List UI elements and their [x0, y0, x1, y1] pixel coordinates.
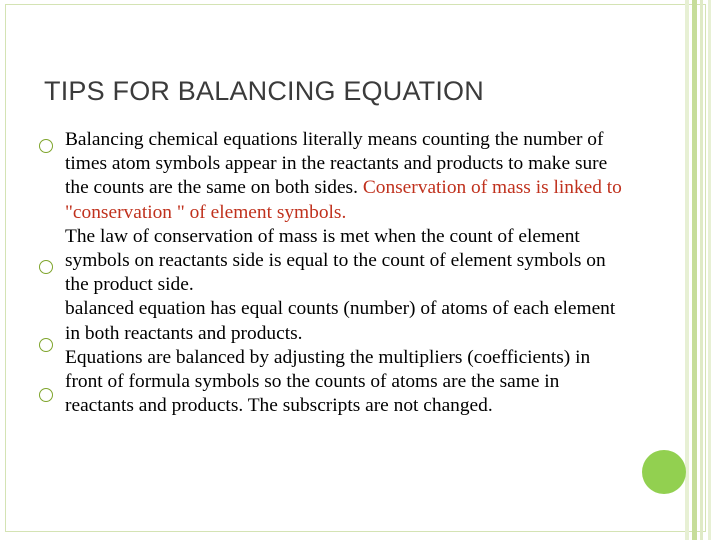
bullet-circle-icon: [39, 139, 53, 153]
bullet-text: Balancing chemical equations literally means counting the number of times atom symbols appear in the reactants and products to make sure the counts are the same on both sides.: [65, 129, 608, 199]
bullet-text: The law of conservation of mass is met when the count of element symbols on reactants side is equal to the count of element symbols on the product side.: [65, 225, 606, 296]
bullet-circle-icon: [39, 338, 53, 352]
bullet-text: Equations are balanced by adjusting the multipliers (coefficients) in front of formula symbols so the counts of atoms are the same in reactants and products. The subscripts are not changed.: [65, 346, 591, 417]
bullet-list: [65, 128, 625, 418]
decor-stripe-light: [685, 0, 689, 540]
bullet-highlight-text: Conservation of mass is linked to "conservation " of element symbols.: [65, 177, 622, 223]
bullet-item: [65, 225, 625, 298]
decorative-green-dot: [642, 450, 686, 494]
bullet-item: [65, 297, 625, 345]
decor-stripe-pale: [700, 0, 703, 540]
bullet-text: balanced equation has equal counts (number) of atoms of each element in both reactants and products.: [65, 298, 616, 344]
decor-stripe-light-2: [708, 0, 711, 540]
bullet-circle-icon: [39, 388, 53, 402]
decor-stripe-green: [692, 0, 697, 540]
slide-title: TIPS FOR BALANCING EQUATION: [44, 76, 484, 106]
bullet-circle-icon: [39, 260, 53, 274]
bullet-item: [65, 346, 625, 419]
bullet-item: [65, 128, 625, 225]
